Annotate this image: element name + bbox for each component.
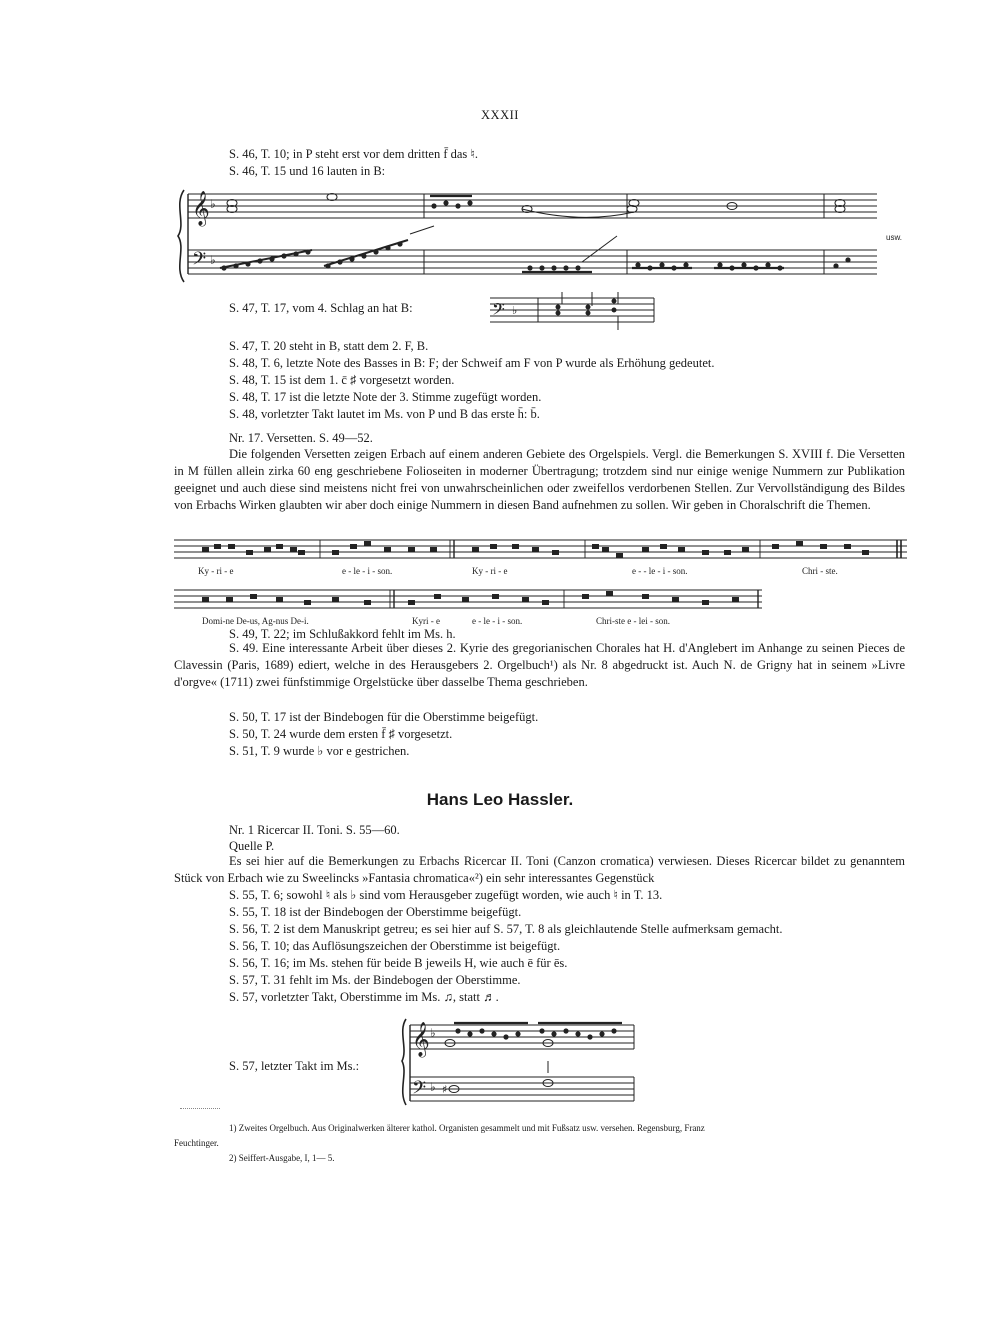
chant-lyric: Domi-ne De-us, Ag-nus De-i.	[202, 616, 309, 626]
music-example-1	[172, 184, 912, 289]
footnote: 1) Zweites Orgelbuch. Aus Originalwerken älterer kathol. Organisten gesammelt und mit Fußsatz usw. versehen. Regensburg, Franz	[229, 1123, 705, 1133]
chant-example-2	[172, 584, 772, 630]
svg-text:♭: ♭	[430, 1080, 436, 1094]
note-line: S. 48, T. 6, letzte Note des Basses in B: F; der Schweif am F von P wurde als Erhöhung gedeutet.	[229, 356, 715, 370]
note-line: S. 57, vorletzter Takt, Oberstimme im Ms. ♫, statt ♬.	[229, 990, 499, 1004]
note-line: S. 51, T. 9 wurde ♭ vor e gestrichen.	[229, 744, 410, 758]
music-example-2	[488, 286, 658, 334]
chant-lyric: Ky - ri - e	[472, 566, 508, 576]
note-line: S. 49, T. 22; im Schlußakkord fehlt im Ms. h.	[229, 627, 456, 641]
footnote: 2) Seiffert-Ausgabe, I, 1— 5.	[229, 1153, 335, 1163]
note-line: S. 48, vorletzter Takt lautet im Ms. von P und B das erste h̄: b̄.	[229, 407, 540, 421]
svg-text:𝄢: 𝄢	[412, 1078, 427, 1103]
chant-lyric: Chri - ste.	[802, 566, 838, 576]
chant-lyric: e - - le - i - son.	[632, 566, 688, 576]
note-line: S. 50, T. 17 ist der Bindebogen für die Oberstimme beigefügt.	[229, 710, 539, 724]
note-line: S. 50, T. 24 wurde dem ersten f̄ ♯ vorgesetzt.	[229, 727, 453, 741]
note-line: S. 55, T. 6; sowohl ♮ als ♭ sind vom Herausgeber zugefügt worden, wie auch ♮ in T. 13.	[229, 888, 663, 902]
note-line: S. 47, T. 20 steht in B, statt dem 2. F, B.	[229, 339, 429, 353]
svg-text:♭: ♭	[210, 197, 216, 211]
section-title: Nr. 1 Ricercar II. Toni. S. 55—60.	[229, 823, 400, 837]
note-line: S. 46, T. 15 und 16 lauten in B:	[229, 164, 386, 178]
chant-lyric: e - le - i - son.	[342, 566, 393, 576]
footnote: Feuchtinger.	[174, 1138, 219, 1148]
chant-lyric: Kyri - e	[412, 616, 440, 626]
music-example-3	[398, 1013, 638, 1113]
usw-label: usw.	[886, 233, 903, 242]
section-heading: Hans Leo Hassler.	[426, 790, 574, 809]
note-line: S. 57, T. 31 fehlt im Ms. der Bindebogen der Oberstimme.	[229, 973, 521, 987]
note-line: S. 47, T. 17, vom 4. Schlag an hat B:	[229, 301, 413, 315]
chant-lyric: e - le - i - son.	[472, 616, 523, 626]
note-line: S. 56, T. 2 ist dem Manuskript getreu; es sei hier auf S. 57, T. 8 als gleichlautende Stelle aufmerksam gemacht.	[229, 922, 783, 936]
section-title: Nr. 17. Versetten. S. 49—52.	[229, 431, 373, 445]
svg-text:𝄢: 𝄢	[192, 249, 207, 274]
source-label: Quelle P.	[229, 839, 275, 853]
note-line: S. 56, T. 16; im Ms. stehen für beide B jeweils H, wie auch ē für ēs.	[229, 956, 568, 970]
note-line: S. 46, T. 10; in P steht erst vor dem dritten f̄ das ♮.	[229, 147, 479, 161]
paragraph: Die folgenden Versetten zeigen Erbach auf einem anderen Gebiete des Orgelspiels. Vergl. die Bemerkungen S. XVIII f. Die Versetten in M füllen allein zirka 60 eng geschriebene Folioseiten in moderner Übertragung; trotzdem sind nur einige wenige Nummern zur Publikation geeignet und auch diese sind meistens nicht frei von unwahrscheinlichen oder zweifellos verdorbenen Stellen. Zur Vervollständigung des Bildes von Erbachs Wirken glaubten wir aber doch einige Nummern in diesen Band aufnehmen zu sollen. Wir geben in Choralschrift die Themen.	[174, 447, 905, 512]
note-line: S. 48, T. 17 ist die letzte Note der 3. Stimme zugefügt worden.	[229, 390, 542, 404]
svg-text:♭: ♭	[430, 1026, 436, 1040]
svg-text:𝄞: 𝄞	[192, 191, 210, 226]
chant-lyric: Ky - ri - e	[198, 566, 234, 576]
svg-text:𝄞: 𝄞	[412, 1022, 430, 1057]
chant-lyric: Chri-ste e - lei - son.	[596, 616, 670, 626]
svg-text:♯: ♯	[442, 1083, 448, 1096]
note-line: S. 55, T. 18 ist der Bindebogen der Oberstimme beigefügt.	[229, 905, 522, 919]
note-line: S. 57, letzter Takt im Ms.:	[229, 1059, 360, 1073]
svg-text:♭: ♭	[512, 304, 518, 317]
note-line: S. 56, T. 10; das Auflösungszeichen der Oberstimme ist beigefügt.	[229, 939, 561, 953]
svg-text:𝄢: 𝄢	[492, 299, 505, 323]
paragraph: S. 49. Eine interessante Arbeit über dieses 2. Kyrie des gregorianischen Chorales hat H. d'Anglebert im Anhange zu seinen Pieces de Clavessin (Paris, 1689) ediert, welche in des Herausgebers 2. Orgelbuch¹) als Nr. 8 abgedruckt ist. Auch N. de Grigny hat in seinem »Livre d'orgve« (1711) zwei fünfstimmige Orgelstücke über dasselbe Thema geschrieben.	[174, 641, 905, 689]
chant-example-1	[172, 534, 907, 580]
paragraph: Es sei hier auf die Bemerkungen zu Erbachs Ricercar II. Toni (Canzon cromatica) verwiesen. Dieses Ricercar bildet zu genanntem Stück von Erbach wie zu Sweelincks »Fantasia chromatica«²) ein sehr interessantes Gegenstück	[174, 854, 905, 885]
footnote-separator	[180, 1108, 220, 1109]
svg-text:♭: ♭	[210, 253, 216, 267]
page-number: XXXII	[481, 108, 519, 122]
note-line: S. 48, T. 15 ist dem 1. c̄ ♯ vorgesetzt worden.	[229, 373, 455, 387]
